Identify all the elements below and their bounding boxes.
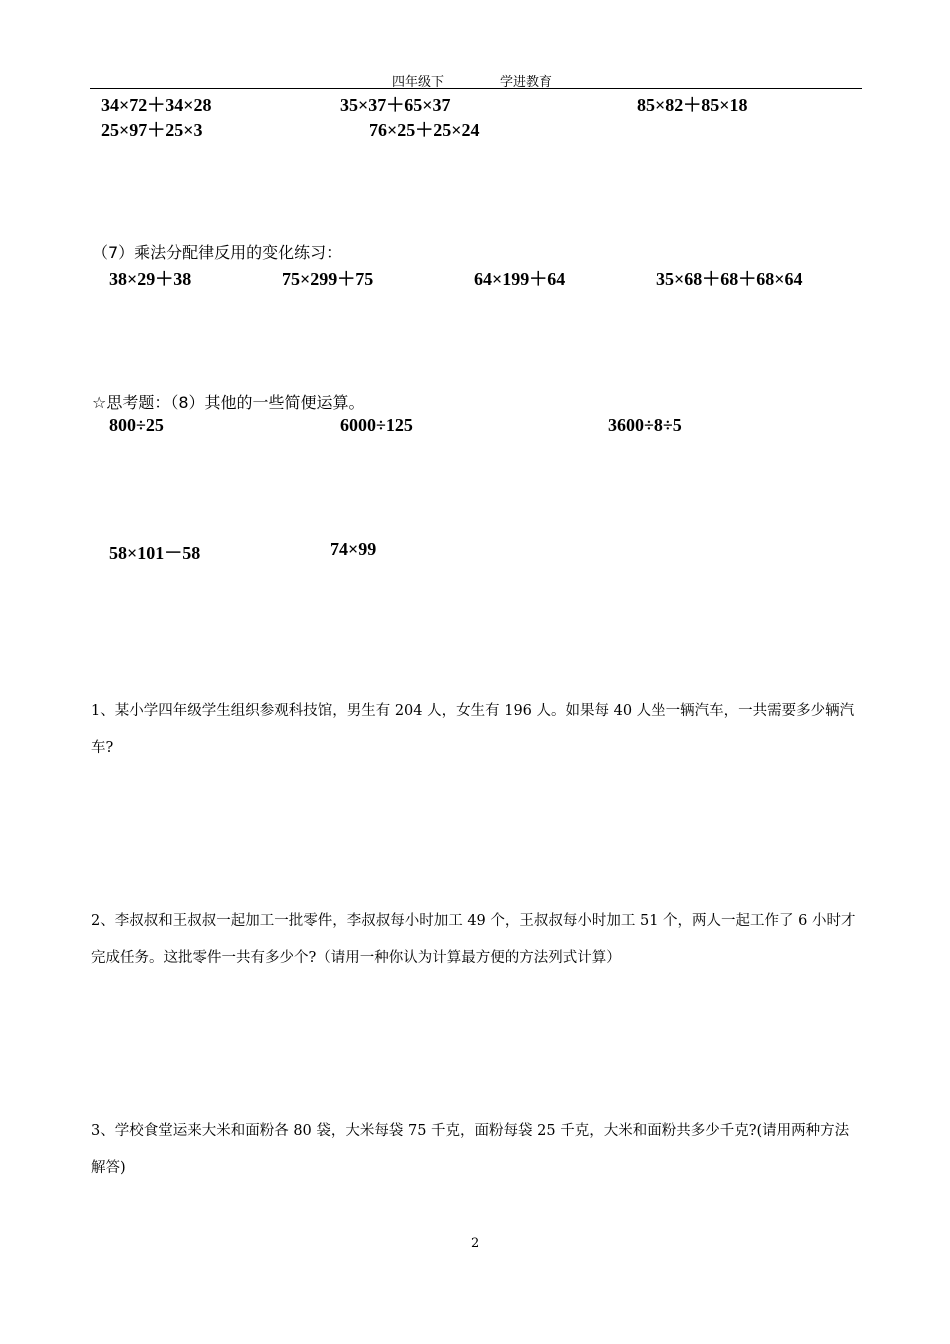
expression: 3600÷8÷5 xyxy=(608,415,682,435)
header-rule xyxy=(90,88,862,89)
word-problem: 3、学校食堂运来大米和面粉各 80 袋，大米每袋 75 千克，面粉每袋 25 千克，大米和面粉共多少千克?(请用两种方法解答) xyxy=(91,1123,850,1176)
expression: 76×25＋25×24 xyxy=(369,120,480,140)
header-grade: 四年级下 xyxy=(392,75,445,90)
section-7-heading: （7）乘法分配律反用的变化练习： xyxy=(92,243,343,262)
expression: 34×72＋34×28 xyxy=(101,95,212,115)
word-problem: 2、李叔叔和王叔叔一起加工一批零件，李叔叔每小时加工 49 个，王叔叔每小时加工 51 个，两人一起工作了 6 小时才完成任务。这批零件一共有多少个?（请用一种你认为计算最方便的方法列式计算） xyxy=(91,913,856,966)
expression: 6000÷125 xyxy=(340,415,413,435)
expression: 38×29＋38 xyxy=(109,269,192,289)
word-problem: 1、某小学四年级学生组织参观科技馆，男生有 204 人，女生有 196 人。如果每 40 人坐一辆汽车，一共需要多少辆汽车? xyxy=(91,703,855,756)
expression: 800÷25 xyxy=(109,415,164,435)
expression: 85×82＋85×18 xyxy=(637,95,748,115)
expression: 58×101－58 xyxy=(109,543,201,563)
section-8-heading: ☆思考题：（8）其他的一些简便运算。 xyxy=(92,393,365,412)
expression: 35×37＋65×37 xyxy=(340,95,451,115)
expression: 25×97＋25×3 xyxy=(101,120,203,140)
expression: 75×299＋75 xyxy=(282,269,374,289)
expression: 35×68＋68＋68×64 xyxy=(656,269,803,289)
page-number: 2 xyxy=(471,1236,480,1251)
expression: 64×199＋64 xyxy=(474,269,566,289)
expression: 74×99 xyxy=(330,539,377,559)
header-school: 学进教育 xyxy=(500,75,553,90)
